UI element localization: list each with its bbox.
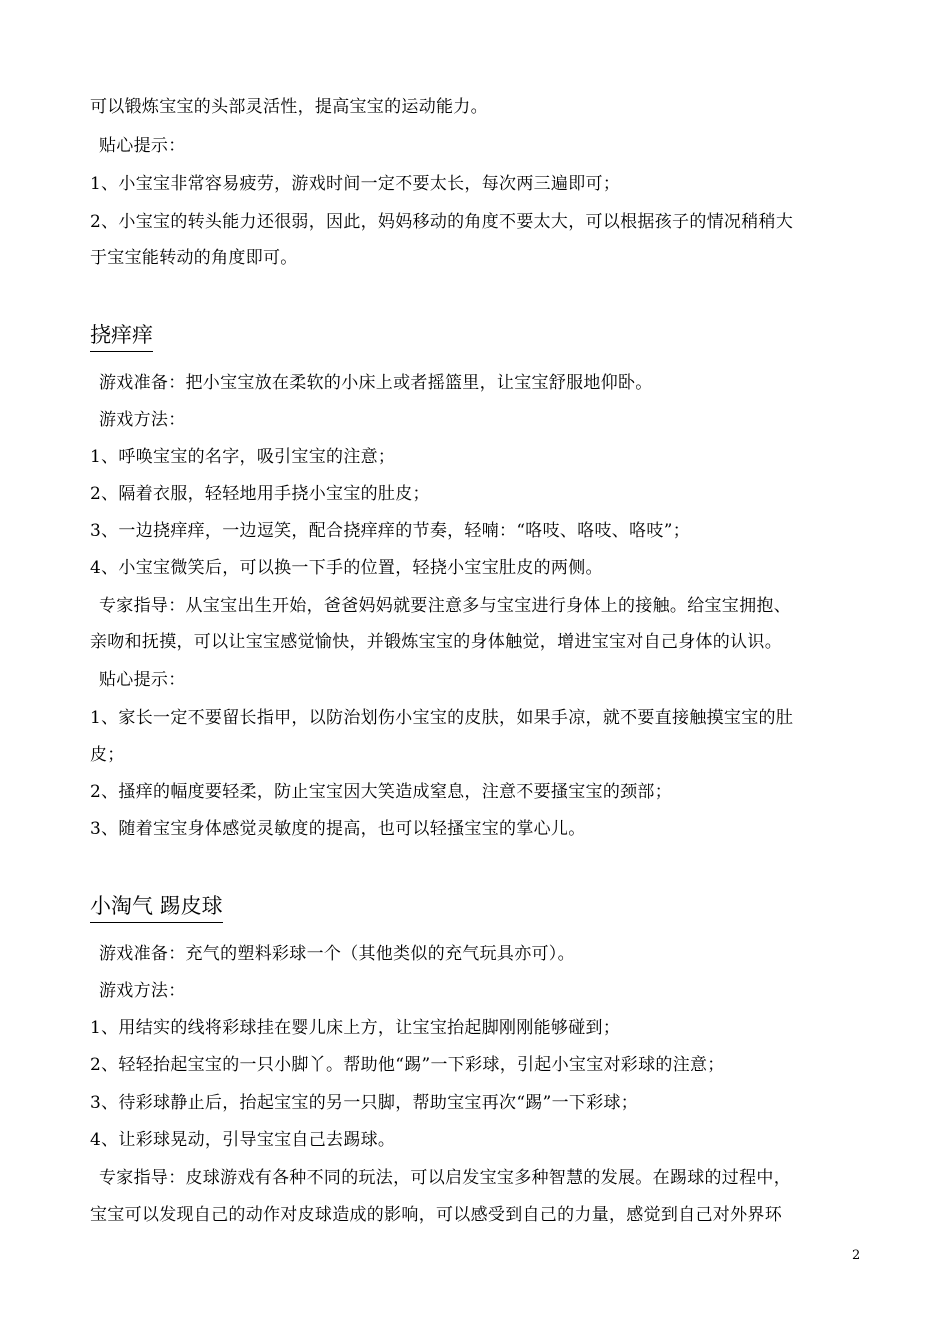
expert-guidance: 专家指导：皮球游戏有各种不同的玩法，可以启发宝宝多种智慧的发展。在踢球的过程中，	[99, 1168, 791, 1188]
expert-guidance-continuation: 宝宝可以发现自己的动作对皮球造成的影响，可以感受到自己的力量，感觉到自己对外界环	[90, 1205, 782, 1225]
list-item: 2、搔痒的幅度要轻柔，防止宝宝因大笑造成窒息，注意不要搔宝宝的颈部；	[90, 782, 673, 802]
game-preparation: 游戏准备：把小宝宝放在柔软的小床上或者摇篮里，让宝宝舒服地仰卧。	[99, 373, 653, 393]
list-item-continuation: 皮；	[90, 745, 125, 765]
list-item: 2、轻轻抬起宝宝的一只小脚丫。帮助他“踢”一下彩球，引起小宝宝对彩球的注意；	[90, 1055, 725, 1075]
list-item: 3、待彩球静止后，抬起宝宝的另一只脚，帮助宝宝再次“踢”一下彩球；	[90, 1093, 639, 1113]
list-item: 3、随着宝宝身体感觉灵敏度的提高，也可以轻搔宝宝的掌心儿。	[90, 819, 586, 839]
list-item: 3、一边挠痒痒，一边逗笑，配合挠痒痒的节奏，轻喃：“咯吱、咯吱、咯吱”；	[90, 521, 690, 541]
list-item: 2、小宝宝的转头能力还很弱，因此，妈妈移动的角度不要太大，可以根据孩子的情况稍稍大	[90, 212, 794, 232]
section-title: 小淘气 踢皮球	[90, 893, 223, 923]
page-number: 2	[852, 1248, 861, 1263]
list-item: 1、家长一定不要留长指甲，以防治划伤小宝宝的皮肤，如果手凉，就不要直接触摸宝宝的肚	[90, 708, 794, 728]
section-title: 挠痒痒	[90, 322, 153, 352]
game-preparation: 游戏准备：充气的塑料彩球一个（其他类似的充气玩具亦可）。	[99, 944, 575, 964]
list-item: 4、让彩球晃动，引导宝宝自己去踢球。	[90, 1130, 396, 1150]
list-item-continuation: 于宝宝能转动的角度即可。	[90, 248, 298, 268]
paragraph-line: 可以锻炼宝宝的头部灵活性，提高宝宝的运动能力。	[90, 97, 488, 117]
tip-label: 贴心提示：	[99, 136, 186, 156]
list-item: 4、小宝宝微笑后，可以换一下手的位置，轻挠小宝宝肚皮的两侧。	[90, 558, 603, 578]
list-item: 1、呼唤宝宝的名字，吸引宝宝的注意；	[90, 447, 396, 467]
expert-guidance-continuation: 亲吻和抚摸，可以让宝宝感觉愉快，并锻炼宝宝的身体触觉，增进宝宝对自己身体的认识。	[90, 632, 782, 652]
tip-label: 贴心提示：	[99, 670, 186, 690]
expert-guidance: 专家指导：从宝宝出生开始，爸爸妈妈就要注意多与宝宝进行身体上的接触。给宝宝拥抱、	[99, 596, 791, 616]
list-item: 1、小宝宝非常容易疲劳，游戏时间一定不要太长，每次两三遍即可；	[90, 174, 621, 194]
list-item: 2、隔着衣服，轻轻地用手挠小宝宝的肚皮；	[90, 484, 430, 504]
list-item: 1、用结实的线将彩球挂在婴儿床上方，让宝宝抬起脚刚刚能够碰到；	[90, 1018, 621, 1038]
game-method-label: 游戏方法：	[99, 410, 186, 430]
game-method-label: 游戏方法：	[99, 981, 186, 1001]
